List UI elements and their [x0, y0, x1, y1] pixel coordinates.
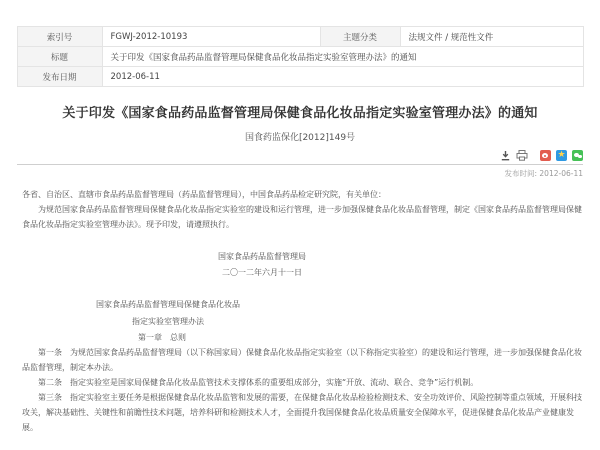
salutation-line: 各省、自治区、直辖市食品药品监督管理局（药品监督管理局），中国食品药品检定研究院，有关单位： — [22, 190, 386, 199]
article-1: 第一条 为规范国家食品药品监督管理局（以下称国家局）保健食品化妆品指定实验室（以下称指定实验室）的建设和运行管理，进一步加强保健食品化妆品监督管理，制定本办法。 — [22, 348, 582, 372]
publish-date-label: 发布日期 — [17, 67, 102, 87]
attached-doc-title-line2: 指定实验室管理办法 — [132, 317, 204, 326]
publish-date-value: 2012-06-11 — [102, 67, 583, 87]
subject-category-label: 主题分类 — [320, 27, 400, 47]
article-2: 第二条 指定实验室是国家局保健食品化妆品监管技术支撑体系的重要组成部分，实施“开放、流动、联合、竞争”运行机制。 — [38, 378, 479, 387]
qzone-share-icon[interactable]: ★ — [557, 150, 566, 160]
chapter-heading: 第一章 总则 — [138, 333, 186, 342]
attached-doc-title — [22, 296, 314, 330]
table-row — [17, 47, 583, 67]
title-value: 关于印发《国家食品药品监督管理局保健食品化妆品指定实验室管理办法》的通知 — [102, 47, 583, 67]
title-label: 标题 — [17, 47, 102, 67]
table-row — [17, 67, 583, 87]
index-number-label: 索引号 — [17, 27, 102, 47]
print-icon[interactable] — [516, 150, 528, 161]
header-divider — [17, 164, 583, 165]
publish-time-text: 发布时间: 2012-06-11 — [504, 169, 583, 178]
signature-block — [22, 249, 502, 281]
articles — [22, 345, 586, 435]
signature-org: 国家食品药品监督管理局 — [218, 252, 306, 261]
share-toolbar — [17, 150, 583, 161]
page-title: 关于印发《国家食品药品监督管理局保健食品化妆品指定实验室管理办法》的通知 — [62, 106, 538, 121]
document-body — [22, 187, 586, 435]
intro-paragraph: 为规范国家食品药品监督管理局保健食品化妆品指定实验室的建设和运行管理，进一步加强保健食品化妆品监督管理，制定《国家食品药品监督管理局保健食品化妆品指定实验室管理办法》。现予印发，请遵照执行。 — [22, 205, 582, 229]
document-info-table — [17, 26, 584, 87]
document-number: 国食药监保化[2012]149号 — [244, 133, 356, 143]
wechat-share-icon[interactable] — [572, 150, 583, 161]
subject-category-value: 法规文件 / 规范性文件 — [400, 27, 583, 47]
index-number-value: FGWJ-2012-10193 — [102, 27, 320, 47]
signature-date: 二〇一二年六月十一日 — [222, 268, 302, 277]
download-icon[interactable] — [500, 150, 511, 161]
article-3: 第三条 指定实验室主要任务是根据保健食品化妆品监管和发展的需要，在保健食品化妆品检验检测技术、安全功效评价、风险控制等重点领域，开展科技攻关，解决基础性、关键性和前瞻性技术问题，培养科研和检测技术人才，全面提升我国保健食品化妆品质量安全保障水平，促进保健食品化妆品产业健康发展。 — [22, 393, 582, 432]
attached-doc-title-line1: 国家食品药品监督管理局保健食品化妆品 — [96, 300, 240, 309]
weibo-share-icon[interactable] — [540, 150, 551, 161]
table-row — [17, 27, 583, 47]
